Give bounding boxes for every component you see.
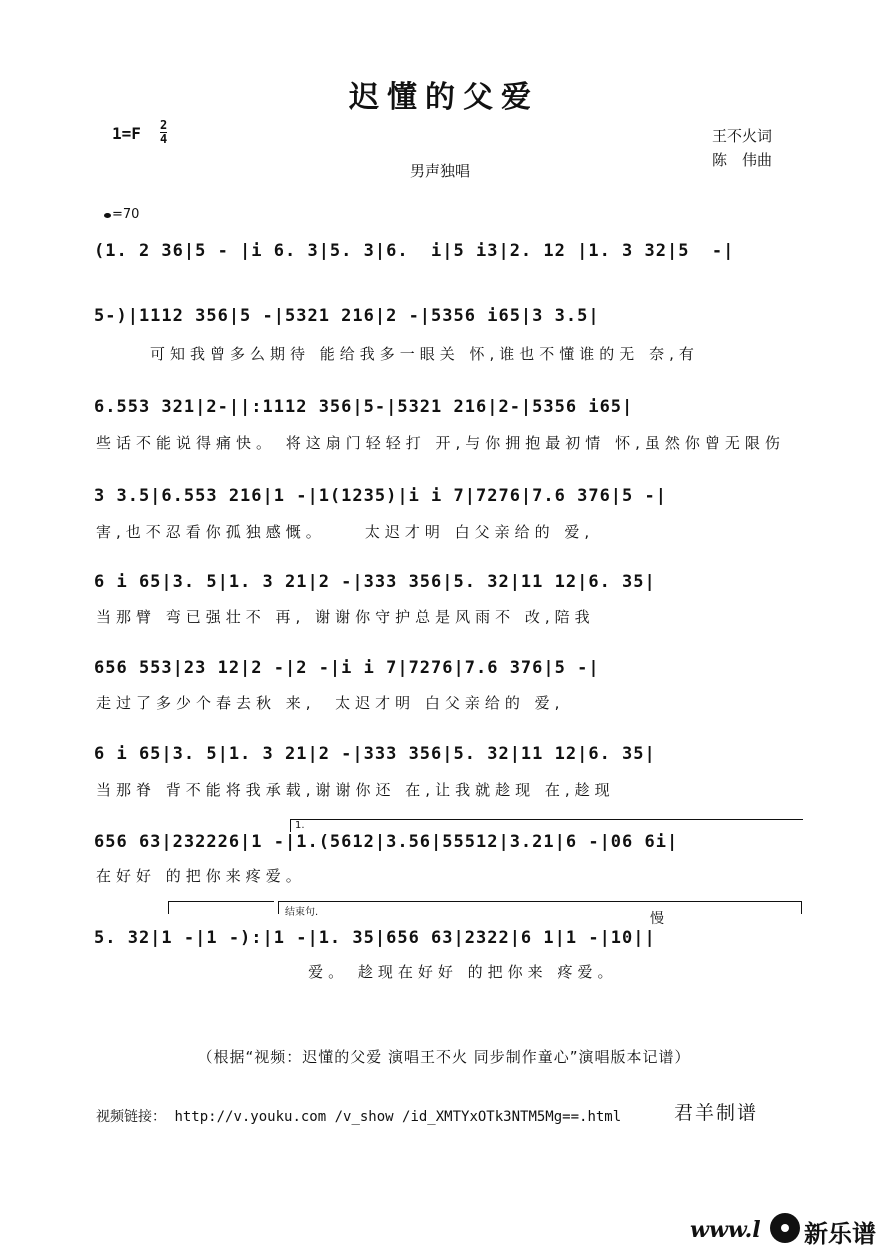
video-link-label: 视频链接： (96, 1109, 166, 1125)
performance-note: 男声独唱 (410, 162, 471, 180)
lyric-row-4: 害,也不忍看你孤独感慨。 太迟才明 白父亲给的 爱, (96, 523, 595, 541)
lyricist-credit: 王不火词 (712, 127, 773, 145)
lyric-row-5: 当那臂 弯已强壮不 再, 谢谢你守护总是风雨不 改,陪我 (96, 608, 595, 626)
meter-bottom: 4 (160, 132, 168, 146)
notation-row-6: 656 553|23 12|2 -|2 -|i i 7|7276|7.6 376|5 -| (94, 658, 600, 678)
transcriber-signature: 君羊制谱 (674, 1102, 759, 1124)
credits (712, 124, 772, 172)
tempo-mark (104, 207, 139, 222)
composer-credit: 陈 伟曲 (712, 151, 773, 169)
lyric-row-6: 走过了多少个春去秋 来, 太迟才明 白父亲给的 爱, (96, 694, 565, 712)
tempo-slow-mark: 慢 (650, 911, 664, 927)
lyric-row-8: 在好好 的把你来疼爱。 (96, 867, 306, 885)
key-signature: 1=F (112, 124, 141, 143)
volta-1-label: 1. (295, 820, 305, 831)
tempo-value: =70 (112, 207, 140, 222)
lyric-row-3: 些话不能说得痛快。 将这扇门轻轻打 开,与你拥抱最初情 怀,虽然你曾无限伤 (96, 434, 785, 452)
record-disc-icon (770, 1213, 800, 1243)
watermark-brand: 新乐谱 (804, 1220, 876, 1248)
ending-label: 结束句. (285, 907, 319, 918)
source-footnote: （根据“视频：迟懂的父爱 演唱王不火 同步制作童心”演唱版本记谱） (197, 1048, 691, 1066)
lyric-row-7: 当那脊 背不能将我承载,谢谢你还 在,让我就趁现 在,趁现 (96, 781, 615, 799)
lyric-row-2: 可知我曾多么期待 能给我多一眼关 怀,谁也不懂谁的无 奈,有 (150, 345, 699, 363)
notation-row-3: 6.553 321|2-||:1112 356|5-|5321 216|2-|5356 i65| (94, 397, 634, 417)
notation-row-8: 656 63|232226|1 -|1.(5612|3.56|55512|3.21|6 -|06 6i| (94, 832, 679, 852)
notation-row-4: 3 3.5|6.553 216|1 -|1(1235)|i i 7|7276|7.6 376|5 -| (94, 486, 667, 506)
watermark-url: www.l (690, 1217, 761, 1243)
video-link-url[interactable]: http://v.youku.com /v_show /id_XMTYxOTk3NTM5Mg==.html (174, 1109, 622, 1125)
video-link (96, 1106, 621, 1126)
notation-row-7: 6 i 65|3. 5|1. 3 21|2 -|333 356|5. 32|11 12|6. 35| (94, 744, 656, 764)
notation-row-9: 5. 32|1 -|1 -):|1 -|1. 35|656 63|2322|6 1|1 -|10|| (94, 928, 656, 948)
notation-row-2: 5-)|1112 356|5 -|5321 216|2 -|5356 i65|3 3.5| (94, 306, 600, 326)
volta-bracket-1 (290, 819, 803, 832)
song-title: 迟懂的父爱 (349, 80, 539, 115)
time-signature (160, 119, 167, 146)
quarter-note-icon (104, 213, 111, 218)
meter-top: 2 (160, 118, 168, 132)
ending-bracket (278, 901, 802, 918)
notation-row-5: 6 i 65|3. 5|1. 3 21|2 -|333 356|5. 32|11 12|6. 35| (94, 572, 656, 592)
volta-top-line (168, 901, 274, 914)
lyric-row-9: 爱。 趁现在好好 的把你来 疼爱。 (230, 963, 618, 981)
notation-row-1: (1. 2 36|5 - |i 6. 3|5. 3|6. i|5 i3|2. 12 |1. 3 32|5 -| (94, 241, 735, 261)
